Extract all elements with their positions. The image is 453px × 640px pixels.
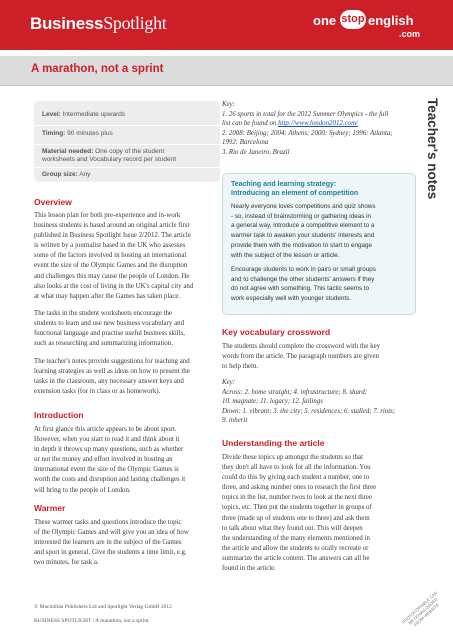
key-heading: Key:	[222, 379, 236, 386]
material-label: Material needed:	[42, 148, 94, 155]
text-line: also looks at the cost of living in the UK's capital city and	[34, 282, 194, 290]
divider	[34, 125, 220, 126]
tip-paragraph-2	[231, 265, 376, 304]
text-line: to talk about what they found out. This will deepen	[222, 524, 363, 532]
text-line: and challenges this may cause the people of London. He	[34, 272, 190, 280]
text-line: 10. magnate; 11. legacy; 12. failings	[222, 398, 323, 406]
overview-paragraph-1	[34, 211, 193, 302]
text-line: extension tasks (for in class or as homework).	[34, 388, 161, 396]
introduction-heading: Introduction	[34, 410, 84, 420]
text-line: in depth it throws up many questions, such as whether	[34, 446, 184, 454]
understanding-heading: Understanding the article	[222, 438, 325, 448]
lesson-info-box	[34, 101, 220, 182]
text-line: Encourage students to work in pairs or small groups	[231, 266, 376, 273]
business-spotlight-logo	[30, 13, 167, 34]
text-line: 9. inherit	[222, 417, 248, 425]
text-line: This lesson plan for both pre-experience and in-work	[34, 212, 181, 219]
divider	[34, 144, 220, 145]
text-line: at what may happen after the Games has taken place.	[34, 292, 181, 300]
text-line: 1. 26 sports in total for the 2012 Summer Olympics - the full	[222, 110, 389, 118]
text-line: topics in the list, number twos to look at the next three	[222, 494, 373, 502]
logo-stop: stop	[340, 10, 366, 29]
understanding-paragraph	[222, 453, 376, 574]
text-line: However, when you start to read it and think about it	[34, 436, 180, 444]
text-line: could do this by giving each student a number, one to	[222, 474, 370, 482]
text-line: a general way, introduce a competitive element to a	[231, 222, 375, 230]
text-line: learning strategies as well as ideas on how to present the	[34, 368, 190, 376]
text-line: published in Business Spotlight Issue 2/2012. The article	[34, 232, 191, 240]
timing-label: Timing:	[42, 130, 66, 137]
text-line: students to learn and use new business vocabulary and	[34, 320, 185, 328]
text-line: and sport in general. Give the students a time limit, e.g.	[34, 549, 187, 557]
brand-part1: Business	[30, 14, 104, 33]
vocab-heading: Key vocabulary crossword	[222, 327, 331, 337]
timing-value: 90 minutes plus	[67, 130, 113, 137]
text-line: 2. 2008: Beijing; 2004: Athens; 2000: Sydney; 1996: Atlanta;	[222, 129, 393, 137]
text-line: three (made up of students one to three) and ask them	[222, 514, 370, 522]
teaching-strategy-box	[222, 173, 416, 315]
tip-title-line: Teaching and learning strategy:	[231, 181, 337, 188]
text-line: they don't all have to look for all the information. You	[222, 464, 371, 472]
group-row	[42, 171, 90, 179]
overview-heading: Overview	[34, 197, 72, 207]
copyright-notice: © Macmillan Publishers Ltd and Spotlight Verlag GmbH 2012	[34, 604, 172, 610]
text-line	[222, 119, 393, 129]
tip-title	[231, 180, 358, 198]
photocopiable-stamp	[398, 592, 446, 632]
text-line: worth the costs and disruption and lasting challenges it	[34, 476, 186, 484]
logo-com: .com	[399, 29, 421, 39]
logo-english: english	[368, 13, 414, 28]
material-value-2: worksheets and Vocabulary record per student	[42, 156, 177, 163]
page-reference: BUSINESS SPOTLIGHT / A marathon, not a sprint	[34, 618, 149, 624]
text-line: The students should complete the crossword with the key	[222, 343, 381, 350]
text-line: found in the article.	[222, 565, 276, 573]
text-line: words from the article. The paragraph numbers are given	[222, 353, 379, 361]
key-heading: Key:	[222, 101, 236, 108]
text-line: do not agree with something. This tactic seems to	[231, 285, 370, 293]
text-line: interested the learners are in the subject of the Games	[34, 539, 182, 547]
text-line: warmer task to awaken your students' interests and	[231, 232, 375, 240]
logo-one: one	[313, 13, 337, 28]
warmer-paragraph	[34, 518, 189, 568]
text-line: Down: 1. vibrant; 3. the city; 5. residences; 6. stalled; 7. riots;	[222, 407, 396, 415]
text-line: to help them.	[222, 363, 259, 371]
text-line: with the subject of the lesson or article.	[231, 251, 340, 259]
brand-part2: Spotlight	[103, 13, 167, 33]
teachers-notes-side-label	[424, 98, 442, 258]
material-row	[42, 148, 176, 164]
tip-title-line: Introducing an element of competition	[231, 190, 359, 197]
text-line: summarize the article content. The answers can all be	[222, 554, 370, 562]
london2012-link[interactable]: http://www.london2012.com/	[278, 120, 358, 128]
text-line: - so, instead of brainstorming or gathering ideas in	[231, 212, 372, 220]
divider	[34, 167, 220, 168]
text-line: three, and asking number ones to research the first three	[222, 484, 377, 492]
text-line: The tasks in the student worksheets encourage the	[34, 310, 172, 317]
text-line: will bring to the people of London.	[34, 486, 131, 494]
text-line: of the Olympic Games and will give you an idea of how	[34, 529, 189, 537]
group-value: Any	[79, 171, 91, 178]
text-line: some of the factors involved in hosting an international	[34, 252, 187, 260]
warmer-heading: Warmer	[34, 503, 66, 513]
title-bar	[0, 56, 453, 86]
side-label-text: Teacher's notes	[425, 98, 440, 200]
level-row	[42, 111, 125, 119]
text-line: provide them with the motivation to start to engage	[231, 241, 373, 249]
text-line: work especially well with younger students.	[231, 295, 352, 303]
warmer-key	[222, 100, 393, 158]
text-fragment: list can be found on	[222, 120, 279, 128]
text-line: topics, etc. Then put the students together in groups of	[222, 504, 372, 512]
text-line: functional language and practise useful business skills,	[34, 330, 185, 338]
text-line: event the size of the Olympic Games and the disruption	[34, 262, 188, 270]
text-line: These warmer tasks and questions introduce the topic	[34, 519, 182, 526]
timing-row	[42, 130, 113, 138]
text-line: is written by a journalist based in the UK who assesses	[34, 242, 186, 250]
vocab-key	[222, 378, 395, 426]
level-label: Level:	[42, 111, 61, 118]
introduction-paragraph	[34, 425, 185, 496]
material-value-1: One copy of the student	[95, 148, 165, 155]
text-line: The teacher's notes provide suggestions for teaching and	[34, 358, 190, 365]
stamp-text: PHOTOCOPIABLE CAN BE DOWNLOADED FROM WEBSITE	[400, 590, 441, 628]
vocab-paragraph	[222, 342, 380, 372]
text-line: tasks in the classroom, any necessary answer keys and	[34, 378, 184, 386]
text-line: Nearly everyone loves competitions and quiz shows	[231, 203, 376, 210]
text-line: Across: 2. home straight; 4. infrastructure; 8. shard;	[222, 388, 368, 396]
page-title: A marathon, not a sprint	[31, 63, 164, 75]
text-line: business students is based around an original article first	[34, 222, 190, 230]
text-line: Divide these topics up amongst the students so that	[222, 454, 363, 461]
text-line: two minutes, for task a.	[34, 559, 99, 567]
text-line: At first glance this article appears to be about sport.	[34, 426, 177, 433]
text-line: 3. Rio de Janeiro, Brazil	[222, 148, 290, 156]
text-line: the article and allow the students to orally recreate or	[222, 544, 369, 552]
text-line: or not the money and effort involved in hosting an	[34, 456, 173, 464]
header-bar	[0, 0, 453, 50]
text-line: the understanding of the many elements mentioned in	[222, 534, 370, 542]
text-line: international event the size of the Olympic Games is	[34, 466, 179, 474]
overview-paragraph-3	[34, 357, 190, 397]
text-line: such as researching and summarizing information.	[34, 340, 173, 348]
level-value: Intermediate upwards	[62, 111, 126, 118]
tip-paragraph-1	[231, 202, 376, 260]
text-line: and to challenge the other students' answers if they	[231, 275, 375, 283]
group-label: Group size:	[42, 171, 78, 178]
overview-paragraph-2	[34, 309, 185, 349]
text-line: 1992: Barcelona	[222, 139, 269, 147]
